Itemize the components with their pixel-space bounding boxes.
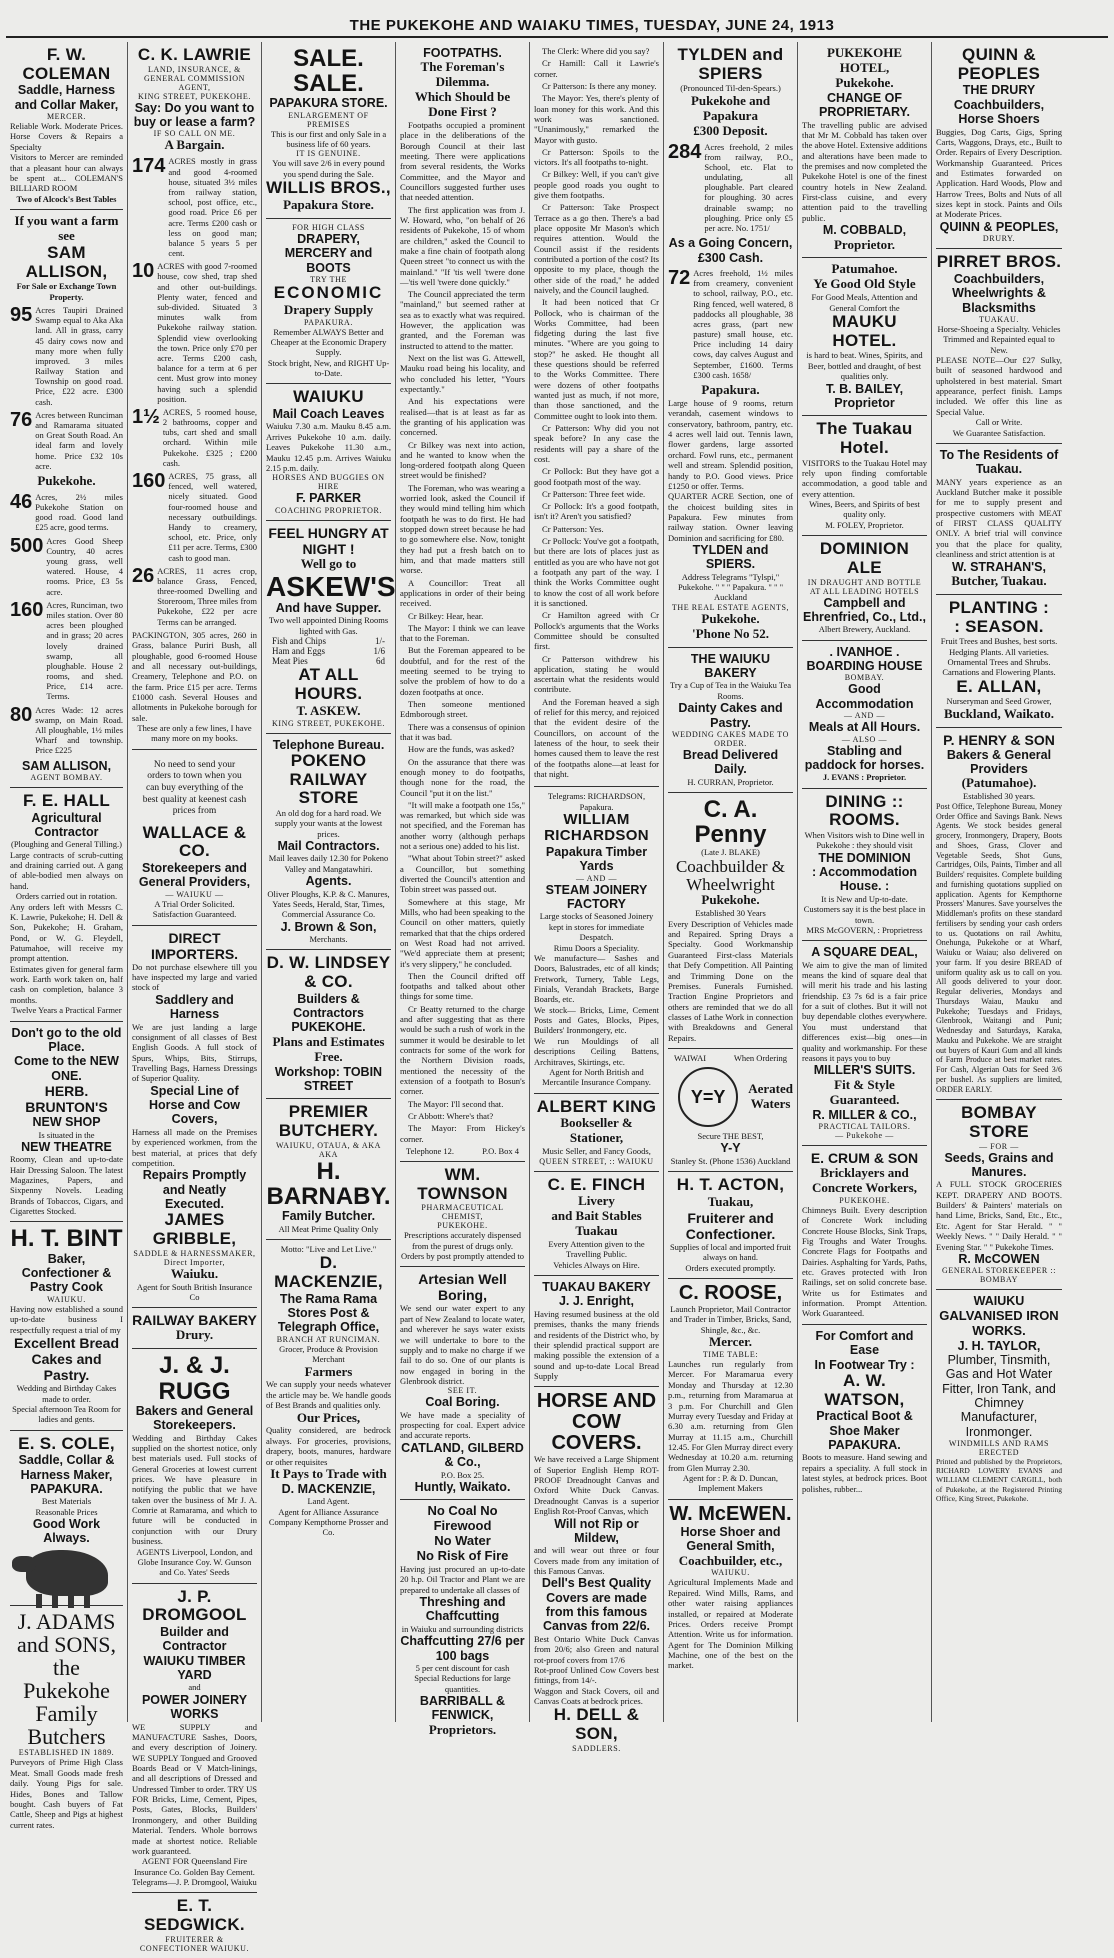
column-1 <box>6 42 128 1830</box>
article-paragraph: Cr Bilkey: Well, if you can't give people good roads you ought to give them footpaths. <box>534 169 659 201</box>
ad-title: . IVANHOE . <box>829 644 900 659</box>
ad-title: PUKEKOHE HOTEL, <box>826 45 903 75</box>
property-listing: 174 ACRES mostly in grass and good 4-roomed house, situated 3½ miles from railway station, school, post office, etc., good road. Price £6 per acre. Terms £200 cash or less on good man; balance 5 years 5 per cent. <box>132 155 257 259</box>
ad-title: TUAKAU BAKERY <box>542 1280 651 1295</box>
ad-penny: C. A. Penny (Late J. BLAKE) Coachbuilder & Wheelwright Pukekohe. Established 30 Years Every Description of Vehicles made and Repaired. Spring Drays a Specialty. Good Workmanship Guaranteed First-class Materials that Defy Competition. All Painting and Trimming Done on the Premises. Funerals Furnished. Traction Engine Proprietors and others are reminded that we do all classes of Lathe Work in connection with Breakdowns and General Repairs. <box>668 793 793 1049</box>
article-footpaths-continued <box>534 42 659 787</box>
ad-title: H. T. ACTON, <box>676 1175 785 1195</box>
ad-title: RAILWAY BAKERY <box>132 1312 257 1329</box>
ad-title: MAUKU HOTEL. <box>832 312 897 350</box>
ad-title: D. W. LINDSEY & CO. <box>266 953 391 991</box>
menu-row: Ham and Eggs 1/6 <box>272 646 385 657</box>
property-listing: 26 ACRES, 11 acres crop, balance Grass, Fenced, three-roomed Dwelling and Storeroom, Three miles from Pukekohe, £22 per acre Terms can be arranged. <box>132 564 257 627</box>
article-paragraph: Somewhere at this stage, Mr Mills, who had been speaking to the Council on other matters, quietly remarked that that the chips ordered on West Road had not arrived. "We'd appreciate them at present; it's very slippery," he concluded. <box>400 896 525 969</box>
ad-crum: E. CRUM & SON Bricklayers and Concrete Workers, PUKEKOHE. Chimneys Built. Every description of Concrete Work including Concrete House Blocks, Sink Traps, Fig Troughs and Water Troughs. Concrete Flags for Footpaths and Dairies. Asphalting for Yards, Paths, etc. Graves protected with Iron Railings, set on solid concrete base. Write us for Estimates and information. Prompt Attention. Work Guaranteed. <box>802 1146 927 1325</box>
ad-title: W. McEWEN. <box>669 1502 792 1525</box>
menu-row: Fish and Chips 1/- <box>272 636 385 647</box>
ad-title: F. W. COLEMAN <box>22 45 111 83</box>
ad-title: C. K. LAWRIE <box>137 45 252 64</box>
ad-hall: F. E. HALL Agricultural Contractor (Ploughing and General Tilling.) Large contracts of scrub-cutting and draining carried out. A gang of able-bodied men always on hand. Orders carried out in rotation. Any orders left with Messrs C. K. Lawrie, Pukekohe; H. Dell & Son, Pukekohe; H. Graham, Pond, or W. G. Fleydell, Patumahoe, will receive my prompt attention. Estimates given for general farm work. Earth work taken on, half cash on completion, balance 3 months. Twelve Years a Practical Farmer <box>10 788 123 1022</box>
article-paragraph: The Mayor: From Hickey's corner. <box>400 1123 525 1144</box>
ad-barnaby: PREMIER BUTCHERY. WAIUKU, OTAUA, & AKA AKA H. BARNABY. Family Butcher. All Meat Prime Quality Only <box>266 1099 391 1239</box>
ad-title: C. ROOSE, <box>678 1282 783 1305</box>
ad-title: HERB. BRUNTON'S <box>25 1083 108 1116</box>
ad-willis-sale: SALE. SALE. PAPAKURA STORE. ENLARGEMENT OF PREMISES This is our first and only Sale in a business life of 60 years. IT IS GENUINE. You will save 2/6 in every pound you spend during the Sale. WILLIS BROS., Papakura Store. <box>266 42 391 219</box>
ad-pirret: PIRRET BROS. Coachbuilders, Wheelwrights & Blacksmiths TUAKAU. Horse-Shoeing a Specialty. Vehicles Trimmed and Repainted equal to New. PLEASE NOTE—Our £27 Sulky, built of seasoned hardwood and upholstered in best material. Smart appearance, perfect finish. Lamps included. We offer this line as Special Value. Call or Write. We Guarantee Satisfaction. <box>936 249 1062 444</box>
article-paragraph: There was a consensus of opinion that it was bad. <box>400 721 525 742</box>
property-listing: 95 Acres Taupiri Drained Swamp equal to Aka Aka land. All in grass, carry 45 dairy cows now and many more when fully improved. 3 miles Railway Station and Township on good road. Price, £22 acre. £300 cash. <box>10 303 123 407</box>
ad-henry: P. HENRY & SON Bakers & General Providers (Patumahoe). Established 30 years. Post Office, Telephone Bureau, Money Order Office and Savings Bank. News Agents. We stock besides general grocery, Ironmongery, Drapery, Boots and Shoes, Grass, Clover and Vegetable Seeds, Shot Guns, Cartridges, Oils, Paints, Timber and all Builders' requisites. Complete building and furnishing quotations supplied on application. Agents for Kempthorne Prossers' Manures. Save yourselves the Middleman's profits on these standard fertilisers by sending your cash orders to us. Quotations on rail Awhitu, Onehunga, Pukekohe or at Wharf, Waiuku or Waiau; also delivered on your farm. If you desire BREAD of uniform quality ask us to call on you. All goods delivered to your door. Regular deliveries, Mondays and Thursdays Waiau, Mauku and Pukekohe; Tuesdays and Fridays, Glenbrook, Waitangi and Puni; Wednesday and Saturdays, Karaka, Mauku and Pukekohe. We are straight out buyers of Kauri Gum and all kinds of Farm Produce at best market rates. For Cash, Algerian Oats for Seed 3/6 per bushel. As suppliers are limited, ORDER EARLY. <box>936 728 1062 1101</box>
ad-title: ASKEW'S <box>266 570 396 602</box>
article-paragraph: Cr Patterson: Why did you not speak before? In any case the residents will pay a share of the cost. <box>534 422 659 464</box>
ad-title: A. W. WATSON, <box>824 1370 905 1409</box>
ad-allan: PLANTING : : SEASON. Fruit Trees and Bushes, best sorts. Hedging Plants. All varieties. Ornamental Trees and Shrubs. Carnations and Flowering Plants. E. ALLAN, Nurseryman and Seed Grower, Buckland, Waikato. <box>936 595 1062 728</box>
ad-askew: FEEL HUNGRY AT NIGHT ! Well go to ASKEW'S And have Supper. Two well appointed Dining Rooms lighted with Gas. Fish and Chips 1/- Ham and Eggs 1/6 Meat Pies 6d AT ALL HOURS. T. ASKEW. KING STREET, PUKEKOHE. <box>266 521 391 734</box>
ad-title: PIRRET BROS. <box>936 252 1062 272</box>
ad-title: J. P. DROMGOOL <box>142 1586 247 1625</box>
printer-imprint: Printed and published by the Proprietors, RICHARD LOWERY EVANS and WILLIAM CLEMENT CARGILL, both of Pukekohe, at the Registered Printing Office, King Street, Pukekohe. <box>936 1457 1062 1503</box>
property-listing: 500 Acres Good Sheep Country, 40 acres young grass, well watered. House, 4 rooms. Price, £3 5s acre. <box>10 534 123 597</box>
article-paragraph: "What about Tobin street?" asked a Councillor, but something diverted the Council's attention and Tobin street was passed out. <box>400 853 525 895</box>
ad-dining-rooms: DINING :: ROOMS. When Visitors wish to Dine well in Pukekohe : they should visit THE DOMINION : Accommodation House. : It is New and Up-to-date. Customers say it is the best place in town. MRS McGOVERN, : Proprietress <box>802 789 927 942</box>
article-footpaths: FOOTPATHS. The Foreman's Dilemma. Which Should be Done First ? Footpaths occupied a prominent place in the deliberations of the Borough Council at their last meeting. There were applications from several residents, the Works Committee, and the Mayor and Councillors suggested further uses that needed attention. The first application was from J. W. Howard, who, "on behalf of 26 residents of Pukekohe, 15 of whom are children," asked the Council to make a fine chain of footpath along Queen street "to connect us with the mainland." "If 'tis well 'twere done—'tis well 'twere done quickly." The Council appreciated the term "mainland," but seemed rather at sea as to exactly what was required. However, the application was granted, and the Foreman was instructed to attend to the matter. Next on the list was G. Attewell, Mauku road being his locality, and who concluded his letter, "Yours expectantly." And his expectations were realised—that is at least as far as the granting of his application was concerned. Cr Bilkey was next into action, and he wanted to know when the long-ordered footpath along Queen street would be finished? The Foreman, who was wearing a worried look, asked the Council if they would mind telling him which footpath he was to do first. He had stopped down street because he had to go somewhere else. Now, tonight they had put a fresh batch on to him, and that made matters still worse. A Councillor: Treat all applications in order of their being received. Cr Bilkey: Hear, hear. The Mayor: I think we can leave that to the Foreman. But the Foreman appeared to be doubtful, and for the rest of the meeting seemed to be trying to solve the problem of how to do a dozen footpaths at once. Then someone mentioned Edmborough street. There was a consensus of opinion that it was bad. How are the funds, was asked? On the assurance that there was enough money to do footpaths, though none for the road, the Council "put it on the list." "It will make a footpath one 15s," was remarked, but which side was not specified, and the Foreman has another worry (although perhaps not a serious one) added to his list. "What about Tobin street?" asked a Councillor, but something diverted the Council's attention and Tobin street was passed out. Somewhere at this stage, Mr Mills, who had been speaking to the Council on other matters, quietly remarked that that the chips ordered on West Road had not arrived. "We'd appreciate them at present; it's very slippery," he concluded. Then the Council drifted off footpaths and talked about other things for some time. Cr Beatty returned to the charge and after suggesting that as there would be such a rush of work in the summer it would be desirable to let contracts for some of the work for the Northern Division roads, mentioned the necessity of the extension of a footpath to Bosun's corner. The Mayor: I'll second that. Cr Abbott: Where's that? The Mayor: From Hickey's corner. Telephone 12. P.O. Box 4 <box>400 42 525 1162</box>
ad-title: SAM ALLISON, <box>25 242 108 281</box>
ad-title: E. T. SEDGWICK. <box>144 1896 245 1934</box>
article-paragraph: Cr Pollock: But they have got a good footpath most of the way. <box>534 466 659 487</box>
article-paragraph: The Mayor: Yes, there's plenty of loan money for this work. And this work was sanctioned. "Unanimously," remarked the Mayor with gusto. <box>534 93 659 145</box>
ad-coleman: F. W. COLEMAN Saddle, Harness and Collar Maker, MERCER. Reliable Work. Moderate Prices. Horse Covers & Repairs a Specialty Visitors to Mercer are reminded that a pleasant hour can always be spent at... COLEMAN'S BILLIARD ROOM Two of Alcock's Best Tables <box>10 42 123 210</box>
article-paragraph: Next on the list was G. Attewell, Mauku road being his locality, and who concluded his letter, "Yours expectantly." <box>400 353 525 394</box>
article-paragraph: Cr Patterson: Is there any money. <box>542 80 657 91</box>
yy-logo-icon: Y=Y <box>678 1067 738 1127</box>
property-listing: 10 ACRES with good 7-roomed house, cow shed, trap shed and other out-buildings. Plenty water, fenced and sub-divided. Situated 3 minutes walk from Pukekohe railway station. Splendid view overlooking the town. Price only £70 per acre. Terms £200 cash, balance for a term at 6 per cent. Must grow into money having such a splendid position. <box>132 260 257 404</box>
ad-title: J. & J. RUGG <box>158 1352 231 1405</box>
ad-title: DIRECT IMPORTERS. <box>150 929 239 962</box>
ad-title: A SQUARE DEAL, <box>811 945 918 960</box>
columns <box>6 42 1108 1953</box>
ad-economic: FOR HIGH CLASS DRAPERY, MERCERY and BOOTS TRY THE ECONOMIC Drapery Supply PAPAKURA. Remember ALWAYS Better and Cheaper at the Economic Drapery Supply. Stock bright, New, and RIGHT Up-to-Date. <box>266 219 391 385</box>
ad-pukekohe-hotel: PUKEKOHE HOTEL, Pukekohe. CHANGE OF PROPRIETARY. The travelling public are advised that Mr M. Cobbald has taken over the above Hotel. Extensive additions and alterations have been made to the premises and now completed the Pukekohe Hotel is one of the finest country hotels in New Zealand. First-class cuisine, and every attention paid to the travelling public. M. COBBALD, Proprietor. <box>802 42 927 258</box>
article-paragraph: Cr Bilkey: Hear, hear. <box>408 610 484 621</box>
ad-tuakau-hotel: The Tuakau Hotel. VISITORS to the Tuakau Hotel may rely upon finding comfortable accommodation, a good table and every attention. Wines, Beers, and Spirits of best quality only. M. FOLEY, Proprietor. <box>802 416 927 536</box>
ad-title: DINING :: ROOMS. <box>825 791 904 830</box>
ad-bint: H. T. BINT Baker, Confectioner & Pastry Cook WAIUKU. Having now established a sound up-to-date business I respectfully request a trial of my Excellent Bread Cakes and Pastry. Wedding and Birthday Cakes made to order. Special afternoon Tea Room for ladies and gents. <box>10 1222 123 1430</box>
ad-title: WILLIAM RICHARDSON <box>544 810 649 845</box>
ad-title: WALLACE & CO. <box>142 822 247 861</box>
ad-title: P. HENRY & SON <box>943 731 1055 748</box>
horse-illustration-icon <box>26 1550 108 1596</box>
ad-title: Mail Coach Leaves <box>272 407 385 422</box>
article-paragraph: Cr Patterson: Yes. <box>542 523 604 534</box>
property-listing: 80 Acres Wade: 12 acres swamp, on Main Road. All ploughable, 1½ miles Wharf and township. Price £225 <box>10 703 123 756</box>
article-paragraph: Cr Abbott: Where's that? <box>408 1110 494 1121</box>
article-title: FOOTPATHS. <box>423 46 502 60</box>
ad-pokeno: Telephone Bureau. POKENO RAILWAY STORE An old dog for a hard road. We supply your wants at the lowest prices. Mail Contractors. Mail leaves daily 12.30 for Pokeno Valley and Mangatawhiri. Agents. Oliver Ploughs, K.P. & C. Manures, Yates Seeds, Herald, Star, Times, Commercial Assurance Co. J. Brown & Son, Merchants. <box>266 734 391 951</box>
ad-title: PLANTING : <box>948 597 1050 617</box>
ad-townson: WM. TOWNSON PHARMACEUTICAL CHEMIST, PUKEKOHE. Prescriptions accurately dispensed from the purest of drugs only. Orders by post promptly attended to <box>400 1162 525 1267</box>
article-paragraph: Cr Patterson: Three feet wide. <box>542 488 646 499</box>
article-paragraph: Cr Patterson: Take Prospect Terrace as a go then. There's a bad place opposite Mr Mason's which requires attention. Would the Council assist if the residents contributed a portion of the cost? Its opposite to my place, though the other side of the road," he added naively, and the Council laughed. <box>534 202 659 295</box>
article-paragraph: The Foreman, who was wearing a worried look, asked the Council if they would mind telling him which footpath he was to do first. He had stopped down street because he had to go somewhere else. Now, tonight they had put a fresh batch on to him, and that made matters still worse. <box>400 482 525 576</box>
article-body <box>400 120 525 1144</box>
article-paragraph: Cr Hamilton agreed with Cr Pollock's arguments that the Works Committee should be consulted first. <box>534 610 659 652</box>
column-8 <box>932 42 1066 1722</box>
ad-title: ALBERT KING <box>536 1096 657 1116</box>
ad-title: D. MACKENZIE, <box>274 1253 383 1291</box>
property-listing: 160 ACRES, 75 grass, all fenced, well watered, nicely situated. Good four-roomed house and necessary outbuildings. Handy to creamery, school, etc. Price, only £11 per acre. Terms, £300 cash to good man. <box>132 470 257 563</box>
column-6 <box>664 42 798 1722</box>
ad-artesian: Artesian Well Boring, We send our water expert to any part of New Zealand to locate water, and wherever he says water exists we will undertake to bore to the supply and to make no charge if we fail to do so. One of our plants is now engaged in boring in the Glenbrook district. SEE IT. Coal Boring. We have made a speciality of prospecting for coal. Expert advice and accurate reports. CATLAND, GILBERD & Co., P.O. Box 25. Huntly, Waikato. <box>400 1267 525 1500</box>
property-listing: 160 Acres, Runciman, two miles station. Over 80 acres been ploughed and in grass; 20 acres lovely drained swamp, all ploughable. House 2 rooms, and shed. Price, £14 acre. Terms. <box>10 598 123 702</box>
article-paragraph: Cr Patterson withdrew his application, stating he would ascertain what the residents would contribute. <box>534 653 659 695</box>
article-paragraph: It had been noticed that Cr Pollock, who is chairman of the Works Committee, had been fidgeting during the last five minutes. "Where are you going to stop?" he asked. He thought all these questions should be referred to the Works Committee. There were dozens of other footpaths wanted just as much, if not more, than those sanctioned, and the Committee ought to look into them. <box>534 297 659 421</box>
ad-title: TYLDEN and SPIERS <box>677 45 784 83</box>
article-paragraph: Cr Pollock: It's a good footpath, isn't it? Aren't you satisfied? <box>534 501 659 522</box>
ad-adams: J. ADAMS and SONS, the Pukekohe Family Butchers ESTABLISHED IN 1889. Purveyors of Prime High Class Meat. Small Goods made fresh daily. Young Pigs for sale. Hides, Bones and Tallow bought. Cash buyers of Fat Cattle, Sheep and Pigs at highest current rates. <box>10 1608 123 1830</box>
ad-title: The Tuakau Hotel. <box>816 419 913 457</box>
article-paragraph: How are the funds, was asked? <box>408 744 515 755</box>
article-paragraph: The Clerk: Where did you say? <box>542 46 650 56</box>
ad-title: HORSE AND COW COVERS. <box>536 1390 657 1455</box>
article-paragraph: But the Foreman appeared to be doubtful, and for the rest of the meeting seemed to be trying to solve the problem of how to do a dozen footpaths at once. <box>400 645 525 697</box>
ad-title: No Coal No Firewood <box>427 1503 498 1534</box>
ad-rugg: J. & J. RUGG Bakers and General Storekeepers. Wedding and Birthday Cakes supplied on the shortest notice, only best materials used. Full stocks of General Groceries at lowest current prices. We have pleasure in notifying the public that we have taken over the business of Mr J. A. Comrie at Ramarama, and which to future will be conducted in conjunction with our Drury business. AGENTS Liverpool, London, and Globe Insurance Coy. W. Gunson and Co. Yates' Seeds <box>132 1349 257 1583</box>
ad-title: F. E. HALL <box>22 790 111 810</box>
ad-title: ECONOMIC <box>273 282 384 302</box>
article-paragraph: And the Foreman heaved a sigh of relief for this mercy, and rejoiced that the evident desire of the Councillors, on account of the lateness of the hour, to seek their homes caused them to leave the rest of the footpaths alone—at least for that night. <box>534 696 659 779</box>
ad-richardson: Telegrams: RICHARDSON, Papakura. WILLIAM RICHARDSON Papakura Timber Yards — AND — STEAM JOINERY FACTORY Large stocks of Seasoned Joinery kept in stores for immediate Despatch. Rimu Doors a Speciality. We manufacture— Sashes and Doors, Balustrades, etc of all kinds; Fretwork, Turnery, Table Legs, Finials, Verandah Brackets, Barge Boards, etc. We stock— Bricks, Lime, Cement Posts and Gates, Blocks, Pipes, Builders' Ironmongery, etc. We run Mouldings of all descriptions Ceiling Battens, Architraves, Skirtings, etc. Agent for North British and Mercantile Insurance Company. <box>534 787 659 1093</box>
ad-watson: For Comfort and Ease In Footwear Try : A. W. WATSON, Practical Boot & Shoe Maker PAPAKURA. Boots to measure. Hand sewing and repairs a speciality. A full stock in latest styles, at bedrock prices. Boot polishes, rubber... <box>802 1328 927 1494</box>
ad-miller: A SQUARE DEAL, We aim to give the man of limited means the kind of square deal that will merit his trade and his lasting friendship. £3 7s 6d is a fair price for a suit of clothes. But it will not buy dependable clothes everywhere. You must understand that differences exist—big ones—in quality and workmanship. For these reasons it pays you to buy MILLER'S SUITS. Fit & Style Guaranteed. R. MILLER & CO., PRACTICAL TAILORS. — Pukekohe — <box>802 941 927 1146</box>
article-paragraph: "It will make a footpath one 15s," was remarked, but which side was not specified, and the Foreman has another worry (although perhaps not a serious one) added to his list. <box>400 799 525 852</box>
ad-mcewen: W. McEWEN. Horse Shoer and General Smith, Coachbuilder, etc., WAIUKU. Agricultural Implements Made and Repaired. Wind Mills, Rams, and other water raising appliances installed, or repaired at Moderate Prices. Orders receive Prompt Attention. Write us for information. Agent for The Dominion Milking Machine, one of the best on the market. <box>668 1502 793 1671</box>
ad-dominion-ale: DOMINION ALE IN DRAUGHT AND BOTTLE AT ALL LEADING HOTELS Campbell and Ehrenfried, Co., Ltd., Albert Brewery, Auckland. <box>802 536 927 640</box>
column-2 <box>128 42 262 1953</box>
ad-acton: H. T. ACTON, Tuakau, Fruiterer and Confectioner. Supplies of local and imported fruit always on hand. Orders executed promptly. <box>668 1172 793 1279</box>
article-paragraph: The first application was from J. W. Howard, who, "on behalf of 26 residents of Pukekohe, 15 of whom are children," asked the Council to make a fine chain of footpath along Queen street "to connect us with the mainland." "If 'tis well 'twere done—'tis well 'twere done quickly." <box>400 204 525 287</box>
ad-title: POKENO <box>290 750 367 770</box>
ad-ivanhoe: . IVANHOE . BOARDING HOUSE BOMBAY. Good Accommodation — AND — Meals at All Hours. — ALSO — Stabling and paddock for horses. J. EVANS : Proprietor. <box>802 641 927 789</box>
ad-bombay-store: BOMBAY STORE — FOR — Seeds, Grains and Manures. A FULL STOCK GROCERIES KEPT. DRAPERY AND BOOTS. Builders' & Painters' materials on hand Lime, Bricks, Sand, Etc., Etc., Etc. Agent for Star Herald. " " Weekly News. " " Daily Herald. " " Evening Star. " " Pukekohe Times. R. McCOWEN GENERAL STOREKEEPER :: BOMBAY <box>936 1100 1062 1290</box>
ad-mackenzie: Motto: "Live and Let Live." D. MACKENZIE, The Rama Rama Stores Post & Telegraph Office, BRANCH AT RUNCIMAN. Grocer, Produce & Provision Merchant Farmers We can supply your needs whatever the article may be. We handle goods of Best Brands and qualities only. Our Prices, Quality considered, are bedrock always. For groceries, provisions, drapery, boots, manures, hardware or other requisites It Pays to Trade with D. MACKENZIE, Land Agent. Agent for Alliance Assurance Company Kempthorne Prosser and Co. <box>266 1243 391 1538</box>
ad-mauku-hotel: Patumahoe. Ye Good Old Style For Good Meals, Attention and General Comfort the MAUKU HOTEL. is hard to beat. Wines, Spirits, and Beer, bottled and draught, of best qualities only. T. B. BAILEY, Proprietor <box>802 258 927 416</box>
ad-title: WM. TOWNSON <box>417 1164 508 1203</box>
ad-barriball: No Coal No Firewood No Water No Risk of Fire Having just procured an up-to-date 20 h.p. Oil Tractor and Plant we are prepared to undertake all classes of Threshing and Chaffcutting in Waiuku and surrounding districts Chaffcutting 27/6 per 100 bags 5 per cent discount for cash Special Reductions for large quantities. BARRIBALL & FENWICK, Proprietors. <box>400 1503 525 1737</box>
ad-taylor: WAIUKU GALVANISED IRON WORKS. J. H. TAYLOR, Plumber, Tinsmith, Gas and Hot Water Fitter, Iron Tank, and Chimney Manufacturer, Ironmonger. WINDMILLS AND RAMS ERECTED Printed and published by the Proprietors, RICHARD LOWERY EVANS and WILLIAM CLEMENT CARGILL, both of Pukekohe, at the Registered Printing Office, King Street, Pukekohe. <box>936 1294 1062 1503</box>
ad-gribble: DIRECT IMPORTERS. Do not purchase elsewhere till you have inspected my large and varied stock of Saddlery and Harness We are just landing a large consignment of all classes of Best English Goods. A full stock of Spurs, Whips, Bits, Stirrups, Travelling Bags, Harness Dressings of Superior Quality. Special Line of Horse and Cow Covers, Harness all made on the Premises by experienced workmen, from the best material, at prices that defy competition. Repairs Promptly and Neatly Executed. JAMES GRIBBLE, SADDLE & HARNESSMAKER, Direct Importer, Waiuku. Agent for South British Insurance Co <box>132 926 257 1309</box>
ad-dromgool: J. P. DROMGOOL Builder and Contractor WAIUKU TIMBER YARD and POWER JOINERY WORKS WE SUPPLY and MANUFACTURE Sashes, Doors, and every description of Joinery. WE SUPPLY Tongued and Grooved Boards Bead or V Match-linings, and all descriptions of Dressed and Undressed Timber to order. TRY US FOR Bricks, Lime, Cement, Pipes, Posts, Gates, Blocks, Builders' Ironmongery, and other Building Material. Tenders. Whole borrows made at shortest notice. Reliable work guaranteed. AGENT FOR Queensland Fire Insurance Co. Golden Bay Cement. Telegrams—J. P. Dromgool, Waiuku <box>132 1584 257 1894</box>
ad-title: C. E. FINCH <box>547 1174 646 1194</box>
article-paragraph: Footpaths occupied a prominent place in the deliberations of the Borough Council at their last meeting. There were applications from several residents, the Works Committee, and the Mayor and Councillors suggested further uses that needed attention. <box>400 120 525 203</box>
ad-roose: C. ROOSE, Launch Proprietor, Mail Contractor and Trader in Timber, Bricks, Sand, Shingle, &c., &c. Mercer. TIME TABLE: Launches run regularly from Mercer. For Maramarua every Monday and Thursday at 12.30 p.m., returning from Maramarua at 3 p.m. For Churchill and Glen Murray every Tuesday and Friday at 6.30 a.m. returning from Glen Murray at 11.15 a.m., Churchill 12.45. For Glen Murray direct every Wednesday at 10.20 a.m. returning from Glen Murray 2.30. Agent for : P. & D. Duncan, Implement Makers <box>668 1279 793 1500</box>
ad-title: E. CRUM & SON <box>810 1149 919 1166</box>
article-paragraph: The Council appreciated the term "mainland," but seemed rather at sea as to exactly what was required. However, the application was granted, and the Foreman was instructed to attend to the matter. <box>400 289 525 351</box>
ad-title: J. ADAMS <box>17 1608 116 1634</box>
ad-title: H. T. BINT <box>10 1225 123 1253</box>
ad-sedgwick: E. T. SEDGWICK. FRUITERER & CONFECTIONER WAIUKU. <box>132 1893 257 1957</box>
property-listing: 284 Acres freehold, 2 miles from railway, P.O., School, etc. Flat to undulating, all ploughable. Part cleared for ploughing. 30 acres drainable swamp; no ploughing. Price only £5 per acre. No. 1751/ <box>668 140 793 234</box>
ad-title: THE WAIUKU BAKERY <box>690 651 771 681</box>
article-paragraph: Cr Pollock: You've got a footpath, but there are lots of places just as entitled as you are who have not got a footpath any part of the way. I think the Works Committee ought to know the cost of all work before it is sanctioned. <box>534 536 659 608</box>
ad-quinn: QUINN & PEOPLES THE DRURY Coachbuilders, Horse Shoers Buggies, Dog Carts, Gigs, Spring Carts, Waggons, Drays, etc., Built to Order. Repairs of Every Description. Workmanship Guaranteed. Prices and Estimates forwarded on Application. Hard Woods, Plow and Harrow Trees, Bolts and Nuts of all sizes kept in stock. Paints and Oils at Moderate Prices. QUINN & PEOPLES, DRURY. <box>936 42 1062 249</box>
ad-dell-covers: HORSE AND COW COVERS. We have received a Large Shipment of Superior English Hemp ROT-PROOF Dreadnought Canvas and Oxford White Duck Canvas. Dreadnought Canvas is a superior English Rot-Proof Canvas, which Will not Rip or Mildew, and will wear out three or four Covers made from any imitation of this Famous Canvas. Dell's Best Quality Covers are made from this famous Canvas from 22/6. Best Ontario White Duck Canvas from 20/6; also Green and natural rot-proof covers from 17/6 Rot-proof Unlined Cow Covers best fittings, from 14/-. Waggon and Stack Covers, oil and Canvas Coats at bedrock prices. H. DELL & SON, SADDLERS. <box>534 1390 659 1753</box>
article-paragraph: On the assurance that there was enough money to do footpaths, though none for the road, the Council "put it on the list." <box>400 756 525 798</box>
ad-title: DOMINION ALE <box>819 539 910 577</box>
ad-allison: If you want a farm see SAM ALLISON, For Sale or Exchange Town Property. 95 Acres Taupiri Drained Swamp equal to Aka Aka land. All in grass, carry 45 dairy cows now and many more when fully improved. 3 miles Railway Station and Township on good road. Price, £22 acre. £300 cash. 76 Acres between Runciman and Ramarama situated on Great South Road. An ideal farm and lovely home. Price £32 10s acre. Pukekohe. 46 Acres, 2½ miles Pukekohe Station on good road. Good land £25 acre, good terms. 500 Acres Good Sheep Country, 40 acres young grass, well watered. House, 4 rooms. Price, £3 5s acre. 160 Acres, Runciman, two miles station. Over 80 acres been ploughed and in grass; 20 acres lovely drained swamp, all ploughable. House 2 rooms, and shed. Price, £14 acre. Terms. 80 Acres Wade: 12 acres swamp, on Main Road. All ploughable, 1½ miles Wharf and township. Price £225 SAM ALLISON, AGENT BOMBAY. <box>10 210 123 788</box>
ad-mail-coach: WAIUKU Mail Coach Leaves Waiuku 7.30 a.m. Mauku 8.45 a.m. Arrives Pukekohe 10 a.m. daily. Leaves Pukekohe 11.30 a.m., Mauku 12.45 p.m. Arrives Waiuku 2.15 p.m. daily. HORSES AND BUGGIES ON HIRE F. PARKER COACHING PROPRIETOR. <box>266 384 391 520</box>
ad-tuakau-bakery: TUAKAU BAKERY J. J. Enright, Having resumed business at the old premises, thanks the many friends and residents of the District who, by their splendid practical support are making possible the extension of a sound and up-to-date Local Bread Supply <box>534 1276 659 1387</box>
ad-title: GALVANISED IRON WORKS. <box>939 1307 1059 1338</box>
column-3 <box>262 42 396 1722</box>
column-5 <box>530 42 664 1753</box>
masthead <box>6 8 1108 38</box>
article-paragraph: And his expectations were realised—that is at least as far as the granting of his application was concerned. <box>400 396 525 438</box>
ad-title: E. S. COLE, <box>18 1433 115 1453</box>
ad-tylden: TYLDEN and SPIERS (Pronounced Til-den-Spears.) Pukekohe and Papakura £300 Deposit. 284 Acres freehold, 2 miles from railway, P.O., School, etc. Flat to undulating, all ploughable. Part cleared for ploughing. 30 acres drainable swamp; no ploughing. Price only £5 per acre. No. 1751/ As a Going Concern, £300 Cash. 72 Acres freehold, 1½ miles from creamery, convenient to school, railway, P.O., etc. Ring fenced, well watered, 8 paddocks all ploughable, 38 acres grass, (part new pasture) small house, etc. Price including 14 dairy cows, day calves August and September, £1600. Terms £300 cash. 1658/ Papakura. Large house of 9 rooms, return verandah, casement windows to conservatory, bathroom, pantry, etc. 4 acres well laid out. Tennis lawn, flower gardens, large assorted orchard. Fowl runs, etc., permanent well and stream. Splendid position, handy to P.O. Good views. Price £1250 or offer. Terms. QUARTER ACRE Section, one of the choicest building sites in Papakura. Few minutes from railway station. Owner leaving Dominion and sacrificing for £80. TYLDEN and SPIERS. Address Telegrams "Tylspi," Pukekohe. " " " Papakura. " " " Auckland THE REAL ESTATE AGENTS, Pukekohe. 'Phone No 52. <box>668 42 793 648</box>
ad-king: ALBERT KING Bookseller & Stationer, Music Seller, and Fancy Goods, QUEEN STREET, :: WAIUKU <box>534 1094 659 1172</box>
article-paragraph: Cr Beatty returned to the charge and after suggesting that as there would be such a rush of work in the summer it would be desirable to let contracts for some of the work for the Northern Division roads, mentioned the necessity of the extension of a footpath to Bosun's corner. <box>400 1003 525 1097</box>
property-listing: 1½ ACRES, 5 roomed house, 2 bathrooms, copper and tubs, cart shed and small orchard. Within mile Pukekohe. £325 ; £200 cash. <box>132 405 257 468</box>
ad-yy-waters: WAIWAI When Ordering Y=Y Aerated Waters Secure THE BEST, Y-Y Stanley St. (Phone 1536) Auckland <box>668 1049 793 1172</box>
masthead-title: THE PUKEKOHE AND WAIAKU TIMES, TUESDAY, JUNE 24, 1913 <box>349 17 835 34</box>
ad-brunton: Don't go to the old Place. Come to the NEW ONE. HERB. BRUNTON'S NEW SHOP Is situated in the NEW THEATRE Roomy, Clean and up-to-date Hair Dressing Saloon. The latest Magazines, Papers, and Sixpenny Novels. Leading Brands of Tobaccos, Cigars, and Cigarettes Stocked. <box>10 1022 123 1223</box>
ad-lawrie: C. K. LAWRIE LAND, INSURANCE, & GENERAL COMMISSION AGENT, KING STREET, PUKEKOHE. Say: Do you want to buy or lease a farm? IF SO CALL ON ME. A Bargain. 174 ACRES mostly in grass and good 4-roomed house, situated 3½ miles from railway station, school, post office, etc., good road. Price £6 per acre. Terms £200 cash or less on good man; balance 5 years 5 per cent. 10 ACRES with good 7-roomed house, cow shed, trap shed and other out-buildings. Plenty water, fenced and sub-divided. Situated 3 minutes walk from Pukekohe railway station. Splendid view overlooking the town. Price only £70 per acre. Terms £200 cash, balance for a term at 6 per cent. Must grow into money having such a splendid position. 1½ ACRES, 5 roomed house, 2 bathrooms, copper and tubs, cart shed and small orchard. Within mile Pukekohe. £325 ; £200 cash. 160 ACRES, 75 grass, all fenced, well watered, nicely situated. Good four-roomed house and necessary outbuildings. Handy to creamery, school, etc. Price, only £11 per acre. Terms, £300 cash to good man. 26 ACRES, 11 acres crop, balance Grass, Fenced, three-roomed Dwelling and Storeroom, Three miles from Pukekohe, £22 per acre Terms can be arranged. PACKINGTON, 305 acres, 260 in Grass, balance Puriri Bush, all ploughable, good 6-roomed House and all necessary out-buildings, Creamery, Telephone and P.O. on the farm. Price £15 per acre. Terms £1000 cash. Several Houses and allotments in Pukekohe borough for sale. These are only a few lines, I have many more on my books. <box>132 42 257 750</box>
article-paragraph: Cr Patterson: Spoils to the victors. It's all footpaths to-night. <box>534 146 659 168</box>
article-paragraph: Cr Hamill: Call it Lawrie's corner. <box>534 58 659 79</box>
property-listing: 72 Acres freehold, 1½ miles from creamery, convenient to school, railway, P.O., etc. Ring fenced, well watered, 8 paddocks all ploughable, 38 acres grass, (part new pasture) small house, etc. Price including 14 dairy cows, day calves August and September, £1600. Terms £300 cash. 1658/ <box>668 266 793 380</box>
ad-wallace: No need to send your orders to town when you can buy everything of the best quality at keenest cash prices from WALLACE & CO. Storekeepers and General Providers, — WAIUKU — A Trial Order Solicited. Satisfaction Guaranteed. <box>132 750 257 926</box>
article-paragraph: Then someone mentioned Edmborough street. <box>400 699 525 720</box>
ad-title: SALE. SALE. <box>293 45 364 98</box>
menu-row: Meat Pies 6d <box>272 656 385 667</box>
ad-title: Artesian Well Boring, <box>418 1271 507 1304</box>
ad-strahan: To The Residents of Tuakau. MANY years experience as an Auckland Butcher make it possible for me to supply present and prospective customers with MEAT of FIRST CLASS QUALITY ONLY. A brief trial will convince you that the place for quality, cleanliness and strict attention is at W. STRAHAN'S, Butcher, Tuakau. <box>936 444 1062 595</box>
article-paragraph: Then the Council drifted off footpaths and talked about other things for some time. <box>400 970 525 1002</box>
ad-title: BOMBAY STORE <box>961 1103 1037 1141</box>
ad-title: C. A. Penny <box>694 796 767 849</box>
ad-lindsey: D. W. LINDSEY & CO. Builders & Contractors PUKEKOHE. Plans and Estimates Free. Workshop: TOBIN STREET <box>266 950 391 1099</box>
ad-railway-bakery: RAILWAY BAKERY Drury. <box>132 1308 257 1349</box>
article-body <box>534 46 659 779</box>
article-paragraph: The Mayor: I'll second that. <box>408 1098 504 1109</box>
column-7 <box>798 42 932 1722</box>
ad-finch: C. E. FINCH Livery and Bait Stables Tuakau Every Attention given to the Travelling Public. Vehicles Always on Hire. <box>534 1172 659 1277</box>
ad-cole: E. S. COLE, Saddle, Collar & Harness Maker, PAPAKURA. Best Materials Reasonable Prices Good Work Always. <box>10 1431 123 1606</box>
ad-title: PREMIER BUTCHERY. <box>278 1102 379 1141</box>
ad-waiuku-bakery: THE WAIUKU BAKERY Try a Cup of Tea in the Waiuku Tea Rooms. Dainty Cakes and Pastry. WEDDING CAKES MADE TO ORDER. Bread Delivered Daily. H. CURRAN, Proprietor. <box>668 648 793 793</box>
article-paragraph: Cr Bilkey was next into action, and he wanted to know when the long-ordered footpath along Queen street would be finished? <box>400 439 525 481</box>
ad-title: To The Residents of Tuakau. <box>939 447 1059 477</box>
property-listing: 76 Acres between Runciman and Ramarama situated on Great South Road. An ideal farm and lovely home. Price £32 10s acre. <box>10 408 123 471</box>
article-paragraph: A Councillor: Treat all applications in order of their being received. <box>400 577 525 609</box>
ad-title: QUINN & PEOPLES <box>957 45 1041 83</box>
article-paragraph: The Mayor: I think we can leave that to the Foreman. <box>400 622 525 644</box>
column-4 <box>396 42 530 1737</box>
property-listing: 46 Acres, 2½ miles Pukekohe Station on good road. Good land £25 acre, good terms. <box>10 490 123 533</box>
